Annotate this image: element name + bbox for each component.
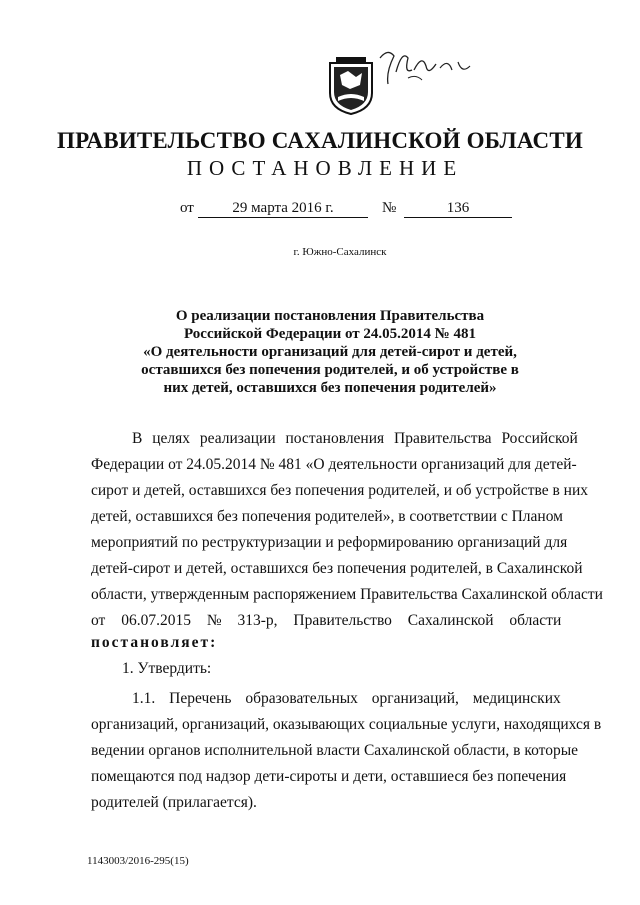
document-subject — [100, 307, 560, 397]
city-label: г. Южно-Сахалинск — [293, 246, 387, 258]
handwritten-note — [378, 44, 478, 90]
paragraph-line: родителей (прилагается). — [91, 794, 257, 811]
paragraph-line: от 06.07.2015 № 313-р, Правительство Сахалинской области — [91, 612, 562, 629]
paragraph-line: детей-сирот и детей, оставшихся без попечения родителей, в Сахалинской — [91, 560, 583, 577]
subject-line: Российской Федерации от 24.05.2014 № 481 — [184, 326, 476, 342]
from-label: от — [180, 200, 194, 216]
paragraph-line: детей, оставшихся без попечения родителей», в соответствии с Планом — [91, 508, 563, 525]
decree-word: постановляет: — [91, 634, 218, 651]
item-1-1-paragraph — [91, 686, 602, 816]
paragraph-line: 1.1. Перечень образовательных организаций, медицинских — [132, 690, 561, 707]
paragraph-line: ведении органов исполнительной власти Сахалинской области, в которые — [91, 742, 579, 759]
subject-line: «О деятельности организаций для детей-сирот и детей, — [143, 344, 517, 360]
subject-line: оставшихся без попечения родителей, и об устройстве в — [141, 362, 519, 378]
footer-code: 1143003/2016-295(15) — [87, 855, 189, 867]
paragraph-line: сирот и детей, оставшихся без попечения родителей, и об устройстве в них — [91, 482, 588, 499]
paragraph-line: области, утвержденным распоряжением Правительства Сахалинской области — [91, 586, 603, 603]
paragraph-line: Федерации от 24.05.2014 № 481 «О деятельности организаций для детей- — [91, 456, 577, 473]
subject-line: О реализации постановления Правительства — [175, 308, 485, 324]
paragraph-line: организаций, организаций, оказывающих социальные услуги, находящихся в — [91, 716, 602, 733]
preamble-paragraph — [91, 426, 603, 634]
paragraph-line: помещаются под надзор дети-сироты и дети, оставшиеся без попечения — [91, 768, 567, 785]
document-number: 136 — [404, 200, 512, 218]
paragraph-line: В целях реализации постановления Правительства Российской — [132, 430, 578, 447]
number-sign: № — [382, 200, 397, 216]
document-type: ПОСТАНОВЛЕНИЕ — [186, 156, 464, 180]
coat-of-arms-emblem — [326, 55, 376, 115]
subject-line: них детей, оставшихся без попечения родителей» — [163, 380, 497, 396]
paragraph-line: мероприятий по реструктуризации и реформированию организаций для — [91, 534, 568, 551]
government-title: ПРАВИТЕЛЬСТВО САХАЛИНСКОЙ ОБЛАСТИ — [57, 128, 583, 153]
item-1: 1. Утвердить: — [122, 660, 212, 677]
document-date: 29 марта 2016 г. — [198, 200, 368, 218]
